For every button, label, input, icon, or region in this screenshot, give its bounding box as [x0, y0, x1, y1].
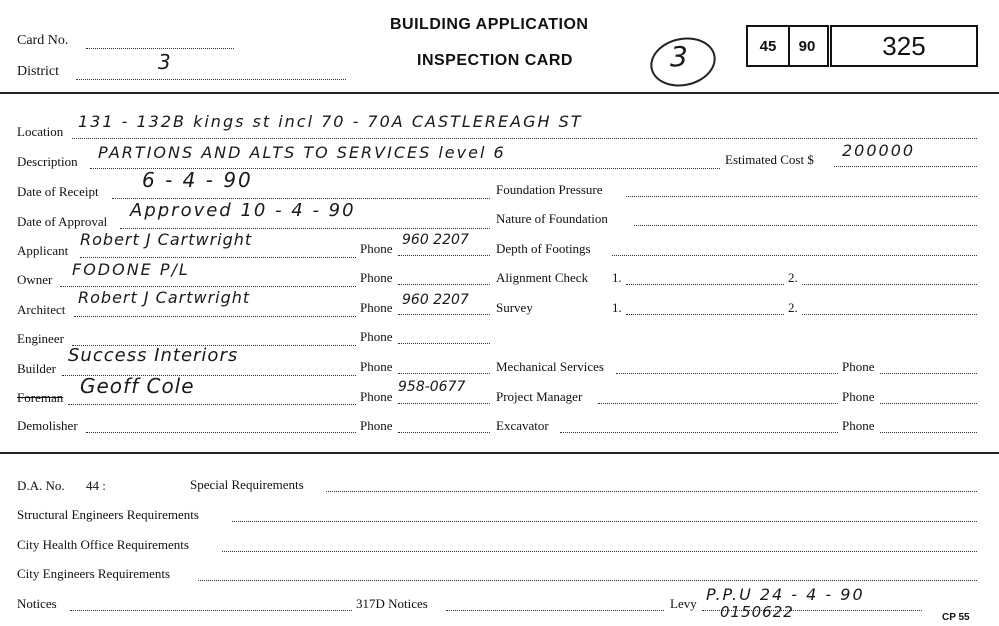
survey-num2: 2.: [788, 300, 798, 315]
architect-phone-label: Phone: [360, 300, 393, 315]
architect-label: Architect: [17, 302, 66, 317]
foreman-phone-value: 958-0677: [398, 379, 466, 395]
project-manager-phone-label: Phone: [842, 389, 875, 404]
excavator-line: [560, 432, 838, 433]
district-label: District: [17, 64, 59, 79]
date-approval-line: [120, 228, 490, 229]
notices-317d-label: 317D Notices: [356, 596, 428, 611]
excavator-label: Excavator: [496, 418, 549, 433]
applicant-phone-line: [398, 255, 490, 256]
alignment-line-1: [626, 284, 784, 285]
form-code: CP 55: [942, 612, 970, 623]
engineer-label: Engineer: [17, 331, 64, 346]
notices-317d-line: [446, 610, 664, 611]
applicant-value: Robert J Cartwright: [80, 230, 253, 249]
city-engineers-line: [198, 580, 977, 581]
foreman-label: Foreman: [17, 390, 64, 405]
location-label: Location: [17, 124, 64, 139]
levy-value: P.P.U 24 - 4 - 90: [706, 585, 865, 604]
special-requirements-line: [326, 491, 977, 492]
date-receipt-value: 6 - 4 - 90: [142, 168, 253, 192]
depth-footings-label: Depth of Footings: [496, 241, 591, 256]
notices-label: Notices: [17, 596, 57, 611]
builder-phone-line: [398, 373, 490, 374]
da-label: D.A. No.: [17, 478, 65, 493]
nature-foundation-line: [634, 225, 977, 226]
title-line1: BUILDING APPLICATION: [390, 16, 589, 33]
alignment-num2: 2.: [788, 270, 798, 285]
estimated-cost-label: Estimated Cost $: [725, 152, 814, 167]
excavator-phone-line: [880, 432, 977, 433]
foreman-value: Geoff Cole: [80, 374, 195, 398]
nature-foundation-label: Nature of Foundation: [496, 211, 608, 226]
project-manager-phone-line: [880, 403, 977, 404]
date-approval-value: Approved 10 - 4 - 90: [130, 200, 356, 221]
city-engineers-label: City Engineers Requirements: [17, 566, 171, 581]
district-value: 3: [158, 50, 173, 74]
structural-line: [232, 521, 977, 522]
circled-number: 3: [670, 40, 690, 73]
estimated-cost-value: 200000: [842, 141, 916, 160]
district-line: [76, 79, 346, 80]
owner-phone-label: Phone: [360, 270, 393, 285]
estimated-cost-line: [834, 166, 977, 167]
demolisher-label: Demolisher: [17, 418, 78, 433]
demolisher-phone-label: Phone: [360, 418, 393, 433]
engineer-phone-line: [398, 343, 490, 344]
owner-label: Owner: [17, 272, 53, 287]
owner-phone-line: [398, 284, 490, 285]
applicant-line: [80, 257, 356, 258]
owner-value: FODONE P/L: [72, 260, 190, 279]
location-value: 131 - 132B kings st incl 70 - 70A CASTLEREAGH ST: [78, 112, 583, 131]
structural-label: Structural Engineers Requirements: [17, 507, 199, 522]
architect-value: Robert J Cartwright: [78, 288, 251, 307]
builder-label: Builder: [17, 361, 56, 376]
foundation-pressure-line: [626, 196, 977, 197]
mechanical-label: Mechanical Services: [496, 359, 604, 374]
header-divider: [0, 92, 999, 94]
date-receipt-label: Date of Receipt: [17, 184, 99, 199]
applicant-phone-label: Phone: [360, 241, 393, 256]
foreman-phone-label: Phone: [360, 389, 393, 404]
special-requirements-label: Special Requirements: [190, 477, 304, 492]
excavator-phone-label: Phone: [842, 418, 875, 433]
architect-phone-value: 960 2207: [402, 292, 469, 308]
code-box-2: 90: [787, 25, 829, 67]
demolisher-phone-line: [398, 432, 490, 433]
card-no-line: [86, 48, 234, 49]
da-value: 44 :: [86, 478, 106, 493]
date-receipt-line: [112, 198, 490, 199]
survey-line-2: [802, 314, 977, 315]
location-line: [72, 138, 977, 139]
alignment-check-label: Alignment Check: [496, 270, 589, 285]
title-line2: INSPECTION CARD: [417, 52, 573, 69]
card-no-label: Card No.: [17, 33, 69, 48]
foreman-line: [68, 404, 356, 405]
date-approval-label: Date of Approval: [17, 214, 108, 229]
mechanical-phone-label: Phone: [842, 359, 875, 374]
owner-line: [60, 286, 356, 287]
code-box-1: 45: [746, 25, 790, 67]
survey-num1: 1.: [612, 300, 622, 315]
engineer-phone-label: Phone: [360, 329, 393, 344]
alignment-line-2: [802, 284, 977, 285]
levy-label: Levy: [670, 596, 697, 611]
project-manager-label: Project Manager: [496, 389, 583, 404]
health-line: [222, 551, 977, 552]
health-label: City Health Office Requirements: [17, 537, 189, 552]
mechanical-phone-line: [880, 373, 977, 374]
architect-phone-line: [398, 314, 490, 315]
requirements-divider: [0, 452, 999, 454]
notices-line: [70, 610, 352, 611]
depth-footings-line: [612, 255, 977, 256]
description-label: Description: [17, 154, 78, 169]
foundation-pressure-label: Foundation Pressure: [496, 182, 603, 197]
levy-value-2: 0150622: [720, 603, 794, 621]
applicant-label: Applicant: [17, 243, 69, 258]
builder-phone-label: Phone: [360, 359, 393, 374]
project-manager-line: [598, 403, 838, 404]
description-value: PARTIONS AND ALTS TO SERVICES level 6: [98, 143, 506, 162]
mechanical-line: [616, 373, 838, 374]
architect-line: [74, 316, 356, 317]
foreman-phone-line: [398, 403, 490, 404]
card-number-box: 325: [830, 25, 978, 67]
survey-line-1: [626, 314, 784, 315]
builder-value: Success Interiors: [68, 345, 239, 366]
survey-label: Survey: [496, 300, 533, 315]
applicant-phone-value: 960 2207: [402, 232, 469, 248]
alignment-num1: 1.: [612, 270, 622, 285]
demolisher-line: [86, 432, 356, 433]
